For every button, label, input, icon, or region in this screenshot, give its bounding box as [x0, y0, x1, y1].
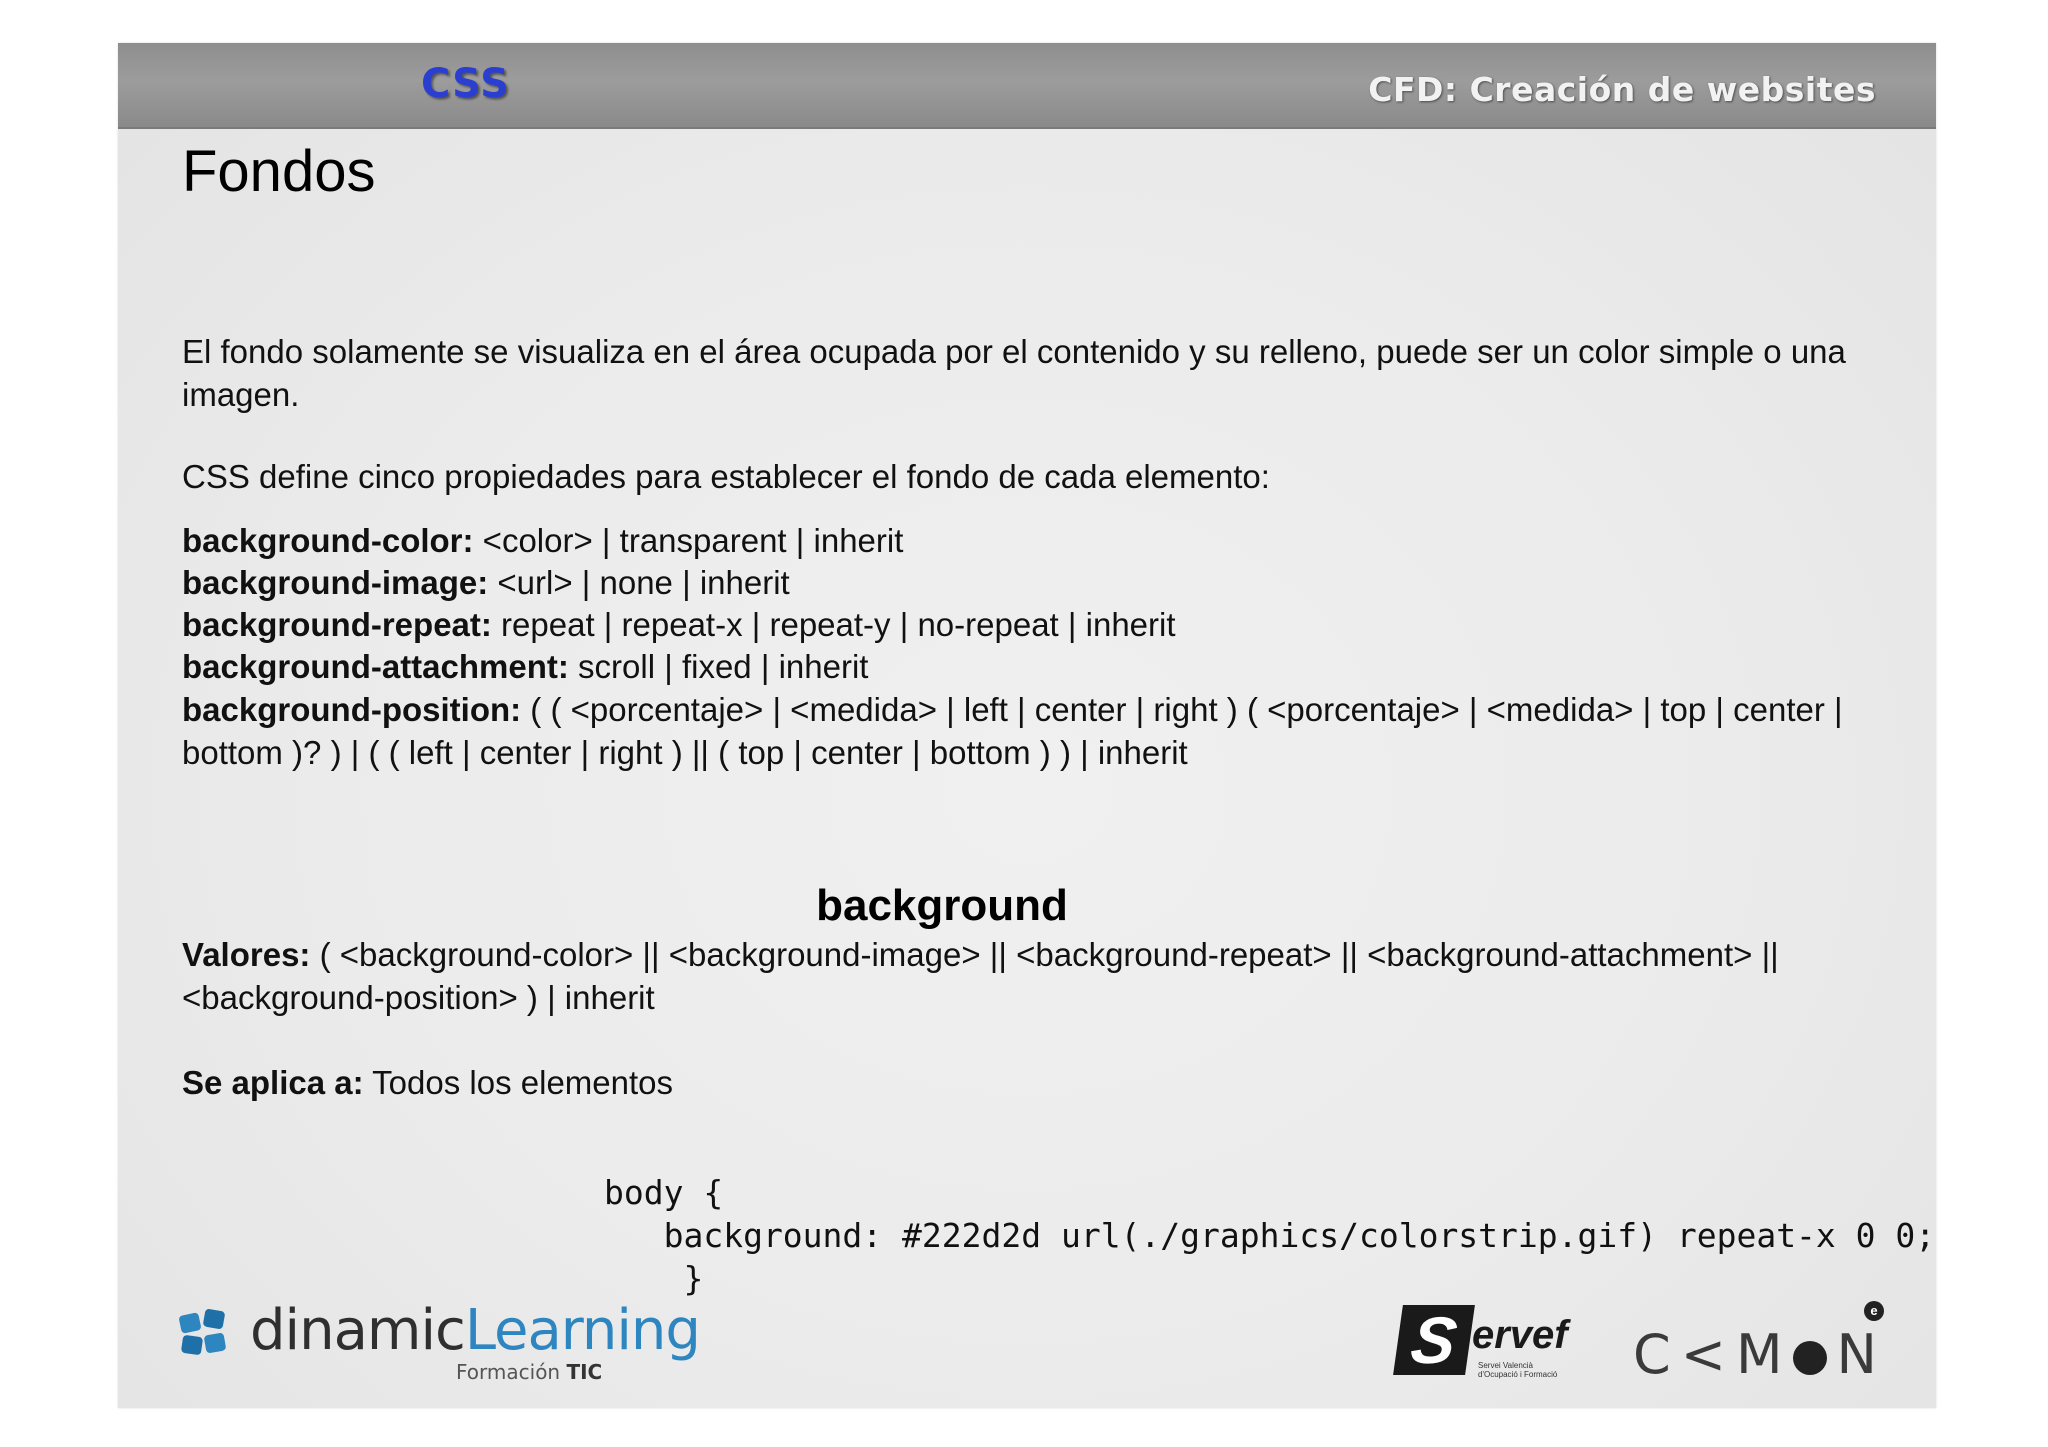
section-label: CSS [421, 61, 510, 107]
intro-paragraph: El fondo solamente se visualiza en el área ocupada por el contenido y su relleno, puede ser un color simple o una imagen. [182, 333, 1846, 413]
values-label: Valores: [182, 936, 311, 973]
applies-text: Todos los elementos [363, 1064, 674, 1101]
property-item [182, 562, 1902, 604]
property-name: background-repeat: [182, 606, 492, 643]
servef-subtitle: Servei Valencià d'Ocupació i Formació [1478, 1361, 1558, 1379]
applies-label: Se aplica a: [182, 1064, 364, 1101]
header-bar [118, 43, 1936, 129]
servef-logo [1398, 1305, 1578, 1385]
property-syntax: <url> | none | inherit [488, 564, 790, 601]
servef-wordmark: ervef [1472, 1313, 1568, 1357]
slide-title: Fondos [182, 139, 376, 204]
shorthand-title: background [816, 881, 1068, 930]
property-item [182, 520, 1902, 562]
dinamiclearning-wordmark: dinamicLearning [250, 1298, 700, 1363]
camon-logo [1633, 1301, 1887, 1391]
dinamiclearning-mark-icon [178, 1308, 228, 1358]
property-syntax: ( ( <porcentaje> | <medida> | left | center | right ) ( <porcentaje> | <medida> | top | center | bottom )? ) | ( ( left | center | right ) || ( top | center | bottom ) ) | inherit [182, 691, 1843, 771]
dinamiclearning-subtitle: Formación TIC [456, 1360, 603, 1384]
dinamiclearning-logo [178, 1298, 700, 1388]
lead-paragraph: CSS define cinco propiedades para establecer el fondo de cada elemento: [182, 458, 1270, 495]
property-name: background-position: [182, 691, 522, 728]
property-syntax: <color> | transparent | inherit [473, 522, 904, 559]
property-syntax: repeat | repeat-x | repeat-y | no-repeat | inherit [491, 606, 1176, 643]
property-list [182, 520, 1902, 774]
camon-badge-icon: e [1864, 1301, 1884, 1321]
property-item [182, 646, 1902, 688]
property-name: background-image: [182, 564, 489, 601]
slide [118, 43, 1936, 1408]
applies-paragraph [182, 1061, 1902, 1104]
camon-wordmark: C<M N [1633, 1323, 1887, 1386]
values-text: ( <background-color> || <background-image> || <background-repeat> || <background-attachment> || <background-position> ) | inherit [182, 936, 1779, 1016]
servef-s-mark: S [1393, 1305, 1475, 1375]
property-item [182, 688, 1902, 774]
property-name: background-color: [182, 522, 474, 559]
camon-dot-icon [1793, 1341, 1827, 1375]
values-paragraph [182, 933, 1902, 1019]
property-item [182, 604, 1902, 646]
property-syntax: scroll | fixed | inherit [568, 648, 869, 685]
course-title: CFD: Creación de websites [1368, 70, 1876, 109]
property-name: background-attachment: [182, 648, 569, 685]
code-example: body { background: #222d2d url(./graphics/colorstrip.gif) repeat-x 0 0; } [604, 1173, 1936, 1298]
